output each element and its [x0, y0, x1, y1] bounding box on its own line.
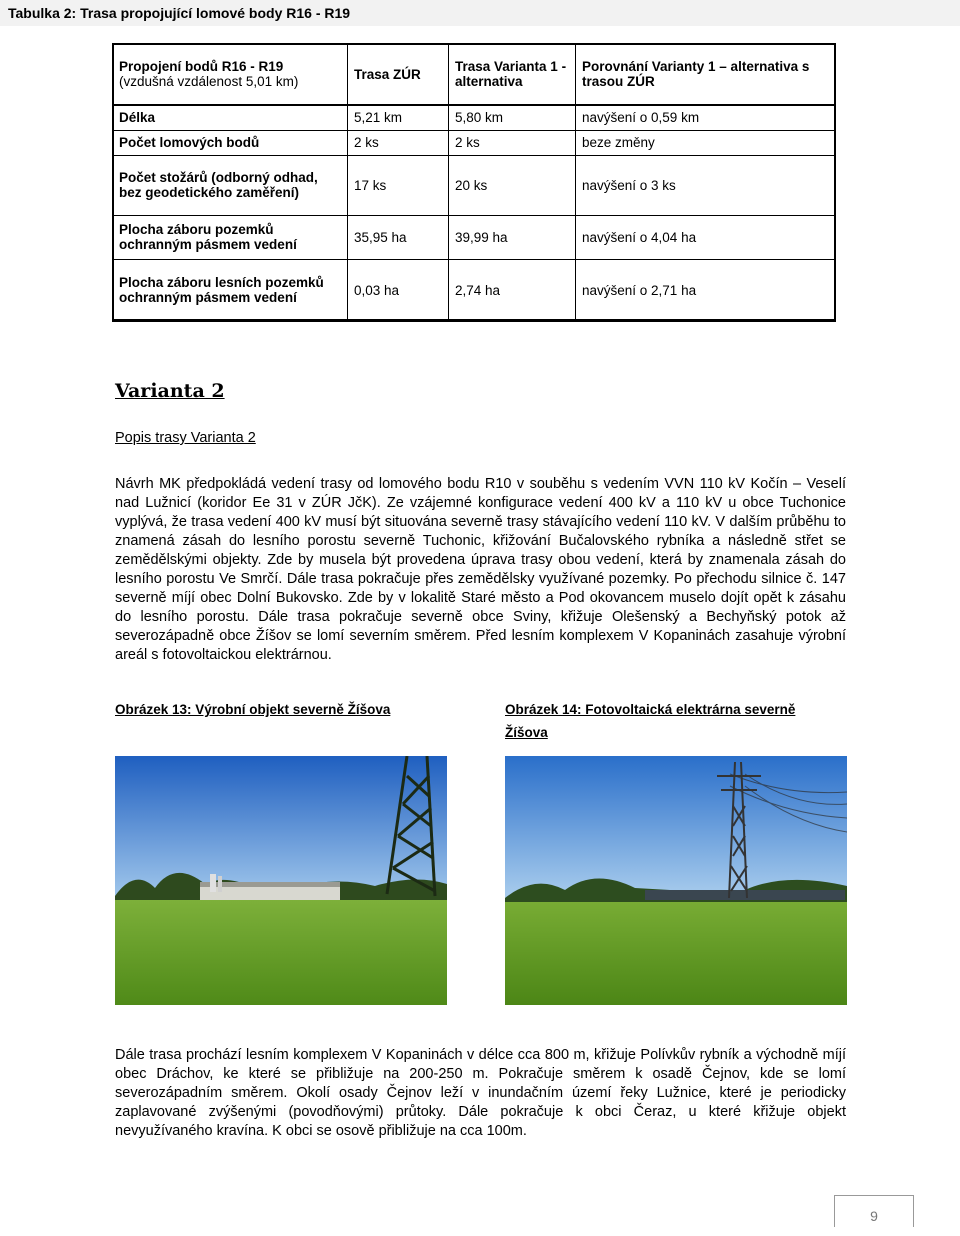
- header-route-distance: (vzdušná vzdálenost 5,01 km): [119, 74, 299, 89]
- table-header-row: [113, 44, 836, 106]
- figure13-caption: Obrázek 13: Výrobní objekt severně Žíšova: [115, 702, 391, 717]
- cell-comparison: navýšení o 2,71 ha: [576, 259, 836, 321]
- row-label: Počet lomových bodů: [113, 130, 348, 155]
- cell-variant1: 39,99 ha: [449, 215, 576, 259]
- cell-variant1: 2,74 ha: [449, 259, 576, 321]
- cell-variant1: 5,80 km: [449, 105, 576, 130]
- table-row: [113, 105, 836, 130]
- cell-zur: 17 ks: [348, 155, 449, 215]
- cell-zur: 2 ks: [348, 130, 449, 155]
- cell-comparison: navýšení o 4,04 ha: [576, 215, 836, 259]
- figure14-caption-line2: Žíšova: [505, 725, 548, 740]
- table-row: [113, 130, 836, 155]
- cell-zur: 5,21 km: [348, 105, 449, 130]
- header-cell-route: [113, 44, 348, 106]
- row-label: Délka: [113, 105, 348, 130]
- header-cell-comparison: Porovnání Varianty 1 – alternativa s trasou ZÚR: [576, 44, 836, 106]
- figure13-photo-graphic: [115, 756, 447, 1005]
- table-row: [113, 155, 836, 215]
- row-label: Počet stožárů (odborný odhad, bez geodetického zaměření): [113, 155, 348, 215]
- header-cell-zur: Trasa ZÚR: [348, 44, 449, 106]
- figure13-photo: [115, 756, 447, 1005]
- cell-variant1: 2 ks: [449, 130, 576, 155]
- cell-zur: 35,95 ha: [348, 215, 449, 259]
- cell-variant1: 20 ks: [449, 155, 576, 215]
- figure14-photo: [505, 756, 847, 1005]
- table-caption: Tabulka 2: Trasa propojující lomové body R16 - R19: [0, 0, 960, 26]
- header-route-title: Propojení bodů R16 - R19: [119, 59, 284, 74]
- cell-zur: 0,03 ha: [348, 259, 449, 321]
- cell-comparison: navýšení o 3 ks: [576, 155, 836, 215]
- paragraph-route-description: Návrh MK předpokládá vedení trasy od lomového bodu R10 v souběhu s vedením VVN 110 kV Kočín – Veselí nad Lužnicí (koridor Ee 31 v ZÚR JčK). Ze vzájemné konfigurace vedení 400 kV a 110 kV u obce Tuchonice vyplývá, že trasa vedení 400 kV musí být situována severně trasy stávajícího vedení 110 kV. V dalším průběhu to znamená zásah do lesního porostu severně Tuchonic, křižování Bučalovského rybníka a následně střet se zemědělskými objekty. Zde by musela být provedena úprava trasy obou vedení, která by znamenala zásah do lesního porostu Ve Smrčí. Dále trasa pokračuje přes zemědělsky využívané pozemky. Po přechodu silnice č. 147 severně míjí obec Dolní Bukovsko. Zde by v lokalitě Staré město a Pod okovancem muselo dojít opět k zásahu do lesního porostu. Dále trasa pokračuje severně obce Sviny, křižuje Olešenský a Bechyňský potok až severozápadně obce Žíšov se lomí severním směrem. Před lesním komplexem V Kopaninách zasahuje výrobní areál s fotovoltaickou elektrárnou.: [115, 476, 846, 663]
- cell-comparison: beze změny: [576, 130, 836, 155]
- figure14-caption-line1: Obrázek 14: Fotovoltaická elektrárna severně: [505, 702, 796, 717]
- table-row: [113, 215, 836, 259]
- paragraph-route-continuation: Dále trasa prochází lesním komplexem V Kopaninách v délce cca 800 m, křižuje Polívkův rybník a východně míjí obec Dráchov, ke které se přibližuje na 200-250 m. Pokračuje směrem k osadě Čejnov, kde se lomí severozápadním směrem. Okolí osady Čejnov leží v inundačním území řeky Lužnice, které je periodicky zaplavované zvýšenými (povodňovými) průtoky. Dále pokračuje k obci Čeraz, u které křižuje objekt nevyužívaného kravína. K obci se osově přibližuje na cca 100m.: [115, 1047, 846, 1139]
- header-cell-variant1: Trasa Varianta 1 - alternativa: [449, 44, 576, 106]
- row-label: Plocha záboru pozemků ochranným pásmem vedení: [113, 215, 348, 259]
- section-heading: Varianta 2: [115, 380, 225, 402]
- section-subheading: Popis trasy Varianta 2: [115, 430, 256, 446]
- figure14-caption: [505, 698, 795, 744]
- table-row: [113, 259, 836, 321]
- comparison-table: [112, 43, 836, 322]
- page-number: 9: [834, 1195, 914, 1227]
- row-label: Plocha záboru lesních pozemků ochranným pásmem vedení: [113, 259, 348, 321]
- figure14-photo-graphic: [505, 756, 847, 1005]
- cell-comparison: navýšení o 0,59 km: [576, 105, 836, 130]
